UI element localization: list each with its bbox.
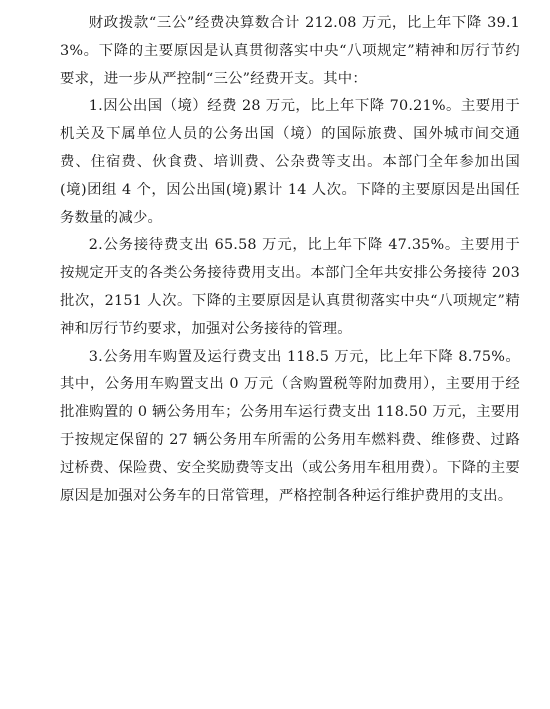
paragraph-official-reception: 2.公务接待费支出 65.58 万元，比上年下降 47.35%。主要用于按规定开支的各类公务接待费用支出。本部门全年共安排公务接待 203 批次，2151 人次。下降的主要原因是认真贯彻落实中央“八项规定”精神和厉行节约要求，加强对公务接待的管理。 — [60, 237, 520, 337]
paragraph-official-vehicles: 3.公务用车购置及运行费支出 118.5 万元，比上年下降 8.75%。其中，公务用车购置支出 0 万元（含购置税等附加费用），主要用于经批准购置的 0 辆公务用车；公务用车运行费支出 118.50 万元，主要用于按规定保留的 27 辆公务用车所需的公务用车燃料费、维修费、过路过桥费、保险费、安全奖励费等支出（或公务用车租用费）。下降的主要原因是加强对公务车的日常管理，严格控制各种运行维护费用的支出。 — [60, 348, 520, 504]
paragraph-summary: 财政拨款“三公”经费决算数合计 212.08 万元，比上年下降 39.13%。下降的主要原因是认真贯彻落实中央“八项规定”精神和厉行节约要求，进一步从严控制“三公”经费开支。其中： — [60, 15, 520, 87]
document-page — [60, 10, 520, 510]
paragraph-overseas-travel: 1.因公出国（境）经费 28 万元，比上年下降 70.21%。主要用于机关及下属单位人员的公务出国（境）的国际旅费、国外城市间交通费、住宿费、伙食费、培训费、公杂费等支出。本部门全年参加出国(境)团组 4 个，因公出国(境)累计 14 人次。下降的主要原因是出国任务数量的减少。 — [60, 98, 520, 226]
